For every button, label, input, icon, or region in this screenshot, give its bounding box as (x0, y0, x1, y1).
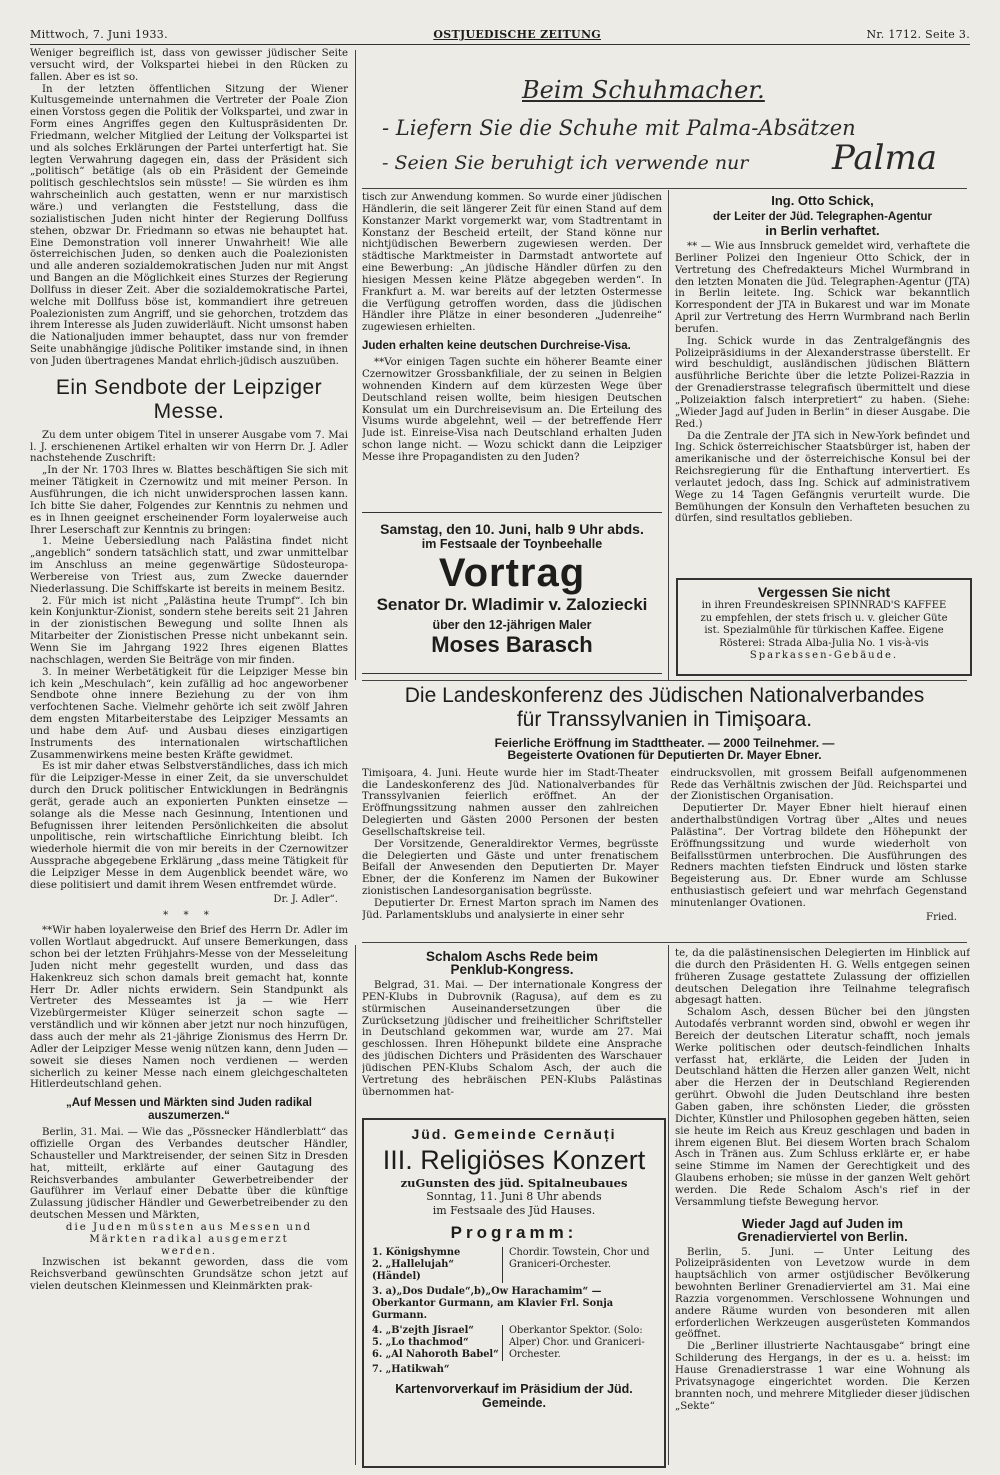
section-rule (362, 188, 967, 189)
kaffee-ad (676, 578, 972, 676)
middle-column (362, 192, 662, 502)
signature: Fried. (926, 911, 957, 923)
program-performer: Oberkantor Spektor. (Solo: Alper) Chor. und Graniceri-Orchester. (502, 1325, 656, 1361)
paragraph: In der letzten öffentlichen Sitzung der Wiener Kultusgemeinde unternahmen die Vertreter der Poale Zion einen Vorstoss gegen die Politik der Volkspartei, und zwar in Form eines Angriffes gegen den Kultuspräsidenten Dr. Friedmann, welcher Mitglied der Leitung der Volkspartei ist und als solches Erklärungen der Partei unterfertigt hat. Sie legten Verwahrung dagegen ein, dass der Präsident sich „politisch“ betätige (als ob ein Präsident der Gemeinde politisch geschlechtslos sein müsste! — Sie würden es ihm wahrscheinlich auch gestatten, wenn er nur marxistisch wäre.) und verlangten die Feststellung, dass die sozialistischen Juden nicht hinter der Regierung Dollfuss stehen, obzwar Dr. Friedmann so etwas nie behauptet hat. Eine Demonstration voll innerer Unwahrheit! Wie alle österreichischen Juden, so denken auch die Poalezionisten und alle anderen sozialdemokratischen Juden nur mit Angst und Bangen an die Möglichkeit eines Sturzes der Regierung Dollfuss in dieser Zeit. Aber die sozialdemokratische Partei, welche mit Dollfuss böse ist, kommandiert ihre getreuen Poalezionisten zum Angriff, und sie gehorchen, trotzdem das ihrem Interesse als Juden zuwiderläuft. Nicht umsonst haben die Nationaljuden immer behauptet, dass nur von fremder Seite unabhängige jüdische Politiker imstande sind, in ihnen von Juden übertragenes Mandat ehrlich-jüdisch auszuüben. (30, 83, 348, 367)
paragraph: Zu dem unter obigem Titel in unserer Ausgabe vom 7. Mai l. J. erschienenen Artikel erhalten wir von Herrn Dr. J. Adler nachstehende Zuschrift: (30, 429, 348, 465)
ad-line: Samstag, den 10. Juni, halb 9 Uhr abds. (380, 521, 644, 537)
palma-handwritten-ad (362, 50, 967, 185)
ad-handwriting: - Liefern Sie die Schuhe mit Palma-Absätzen (382, 116, 856, 140)
paragraph: **Vor einigen Tagen suchte ein höherer Beamte einer Czernowitzer Grossbankfiliale, der zu seinen in Belgien wohnenden Kindern auf dem kürzesten Wege über Deutschland reisen wollte, beim hiesigen Deutschen Konsulat um ein Durchreisevisum an. Die Erteilung des Visums wurde abgelehnt, weil — der betreffende Herr Jude ist. Einreise-Visa nach Deutschland erhalten Juden schon lange nicht. — Wozu schickt dann die Leipziger Messe ihre Propagandisten zu den Juden? (362, 357, 662, 463)
paragraph: 2. Für mich ist nicht „Palästina heute Trumpf“. Ich bin kein Konjunktur-Zionist, sondern stehe bereits seit 21 Jahren in der zionistischen Bewegung und sollte Ihnen als Mitarbeiter der Zionistischen Presse nicht unbekannt sein. Wenn Sie im Jahrgang 1922 Ihres eigenen Blattes nachschlagen, werden Sie Beiträge von mir finden. (30, 595, 348, 666)
paragraph: Belgrad, 31. Mai. — Der internationale Kongress der PEN-Klubs in Dubrovnik (Ragusa), auf dem es zu stürmischen Auseinandersetzungen über die Zurücksetzung jüdischer und freiheitlicher Schriftsteller in Deutschland gekommen war, wurde am 27. Mai geschlossen. Ihren Höhepunkt bildete eine Ansprache des jüdischen Dichters und Präsidenten des Warschauer jüdischen PEN-Klubs Schalom Asch, der auch die Vertretung des hebräischen PEN-Klubs Palästinas übernommen hat- (362, 980, 662, 1098)
paragraph: Berlin, 31. Mai. — Wie das „Pössnecker Händlerblatt“ das offizielle Organ des Verbandes deutscher Händler, Schausteller und Marktreisender, der seinen Sitz in Dresden hat, mitteilt, erklärte auf einer Gautagung des Reichsverbandes ambulanter Gewerbetreibender der Gauführer im Verlauf einer Debatte über die künftige Zulassung jüdischer Händler und Gewerbetreibender zu den deutschen Messen und Märkten, (30, 1127, 348, 1222)
ad-footer: Gemeinde. (482, 1396, 546, 1410)
program-heading: Programm: (450, 1223, 578, 1242)
article-title: „Auf Messen und Märkten sind Juden radikal auszumerzen.“ (65, 1097, 313, 1123)
ad-line: über den 12-jährigen Maler (432, 618, 592, 632)
program-performer: Chordir. Towstein, Chor und Graniceri-Orchester. (502, 1247, 656, 1283)
paragraph: „In der Nr. 1703 Ihres w. Blattes beschäftigen Sie sich mit meiner Tätigkeit in Czernowitz und mit meiner Person. In Ausführungen, die ich nicht unwidersprochen lassen kann. Ich bitte Sie daher, Folgendes zur Kenntnis zu nehmen und es in Ihnen geeignet erscheinender Form loyalerweise auch Ihrer Leserschaft zur Kenntnis zu bringen: (30, 465, 348, 536)
ad-line: im Festsaale der Toynbeehalle (421, 537, 603, 551)
ad-handwriting: - Seien Sie beruhigt ich verwende nur (382, 152, 749, 174)
ad-painter: Moses Barasch (431, 632, 593, 657)
ad-title: Vergessen Sie nicht (757, 584, 891, 600)
paragraph: Der Vorsitzende, Generaldirektor Vermes, begrüsste die Delegierten und Gäste und unter frenatischem Beifall der Anwesenden den Deputierten Dr. Mayer Ebner, der die Konferenz im Namen der Bukowiner zionistischen Landesorganisation begrüsste. (362, 838, 659, 898)
ad-line: zu empfehlen, der stets frisch u. v. gleicher Güte (700, 612, 948, 624)
ad-line: im Festsaale des Jüd Hauses. (432, 1204, 596, 1217)
paragraph: 1. Meine Uebersiedlung nach Palästina findet nicht „angeblich“ sondern tatsächlich statt, und zwar unmittelbar im Anschluss an meine gegenwärtige Südosteuropa-Werbereise von Triest aus, zum Zwecke dauernder Niederlassung. Die Schiffskarte ist bereits in meinem Besitz. (30, 536, 348, 595)
ad-title: Vortrag (438, 551, 586, 595)
article-title: Die Landeskonferenz des Jüdischen Nationalverbandes (404, 684, 925, 707)
article-title: in Berlin verhaftet. (765, 223, 880, 238)
paragraph: Weniger begreiflich ist, dass von gewisser jüdischer Seite versucht wird, der Volkspartei hiebei in den Rücken zu fallen. Aber es ist so. (30, 48, 348, 83)
column-divider (668, 190, 669, 680)
program-item (372, 1247, 656, 1283)
quote-line: die Juden müssten aus Messen und (65, 1221, 313, 1233)
article-title: Schalom Aschs Rede beim (425, 949, 599, 964)
paragraph: ** — Wie aus Innsbruck gemeldet wird, verhaftete die Berliner Polizei den Ingenieur Otto Schick, der in Vertretung des Chefredakteurs Michel Wurmbrand in den letzten Monaten die Jüd. Telegraphen-Agentur (JTA) in Berlin leitete. Ing. Schick war bekanntlich Korrespondent der JTA in Bukarest und war im Monate April zur Vertretung des Herrn Wurmbrand nach Berlin berufen. (675, 241, 970, 335)
column-divider (355, 945, 356, 1465)
paragraph: Deputierter Dr. Ernest Marton sprach im Namen des Jüd. Parlamentsklubs und analysierte in einer sehr (362, 897, 659, 921)
ad-line: Sparkassen-Gebäude. (749, 650, 899, 661)
paragraph: **Wir haben loyalerweise den Brief des Herrn Dr. Adler im vollen Wortlaut abgedruckt. Auf unsere Bemerkungen, dass schon bei der letzten Frühjahrs-Messe von der Messeleitung Juden nicht mehr gegestellt wurden, und dass das Hakenkreuz sich schon damals breit gemacht hat, konnte Herr Dr. Adler nichts erwidern. Sein Standpunkt als Vertreter des Messeamtes ist ja — wie Herr Vizebürgermeister Klüger seinerzeit schon sagte — verständlich und wir können aber jetzt nur noch hinzufügen, dass auch der mehr als 21-jährige Zionismus des Herrn Dr. Adler der Leipziger Messe wenig nützen kann, denn Juden — soweit sie dieses Namen noch verdienen — werden sicherlich zu keiner Messe nach einem gleichgeschalteten Hitlerdeutschland gehen. (30, 925, 348, 1091)
article-title: Grenadierviertel von Berlin. (737, 1228, 908, 1244)
program-item (372, 1286, 656, 1322)
article-title: Ein Sendbote der Leipziger Messe. (55, 375, 323, 423)
program-list (364, 1247, 664, 1376)
program-item-label: 5. „Lo thachmod“ (372, 1337, 469, 1348)
quote-line: Märkten radikal ausgemerzt (89, 1233, 289, 1245)
issue-date: Mittwoch, 7. Juni 1933. (30, 28, 168, 41)
issue-number: Nr. 1712. Seite 3. (866, 28, 970, 41)
ad-line: ist. Spezialmühle für türkischen Kaffee. Eigene (704, 625, 944, 636)
newspaper-title: OSTJUEDISCHE ZEITUNG (433, 28, 601, 41)
ad-handwriting: Beim Schuhmacher. (522, 76, 765, 104)
ad-footer: Kartenvorverkauf im Präsidium der Jüd. (395, 1382, 633, 1396)
konferenz-article (362, 684, 967, 939)
ad-line: zuGunsten des jüd. Spitalneubaues (400, 1176, 628, 1190)
program-item-label: 2. „Hallelujah“ (Händel) (372, 1259, 455, 1282)
paragraph: Da die Zentrale der JTA sich in New-York befindet und Ing. Schick österreichischer Staatsbürger ist, haben der amerikanische und der österreichische Konsul bei der Reichsregierung für die Enthaftung intervertiert. Es verlautet jedoch, dass Ing. Schick auf administrativem Wege zu 14 Tagen Gefängnis verurteilt wurde. Die Bemühungen der Konsuln den Verhafteten besuchen zu dürfen, sind resultatlos geblieben. (675, 430, 970, 525)
ad-line: Rösterei: Strada Alba-Julia No. 1 vis-à-vis (719, 637, 929, 649)
ad-line: Sonntag, 11. Juni 8 Uhr abends (426, 1190, 602, 1203)
page-header (30, 28, 970, 42)
konferenz-right-col (671, 768, 968, 926)
program-item-label: 3. a)„Dos Dudale“,b)„Ow Harachamim“ — Oberkantor Gurmann, am Klavier Frl. Sonja Gurmann. (372, 1286, 614, 1321)
ad-title: III. Religiöses Konzert (382, 1145, 646, 1175)
section-rule (362, 942, 967, 943)
konzert-ad (362, 1118, 666, 1468)
paragraph: Die „Berliner illustrierte Nachtausgabe“ bringt eine Schilderung des Hergangs, in der es u. a. heisst: im Hause Grenadierstrasse 1 war eine Wohnung als Privatsynagoge eingerichtet worden. Die Kerzen brannten noch, und mehrere Mitglieder dieser jüdischen „Sekte“ (675, 1341, 970, 1412)
ad-brand-palma: Palma (832, 138, 938, 178)
program-item-label: 4. „B'zejth Jisrael“ (372, 1325, 474, 1336)
paragraph: eindrucksvollen, mit grossem Beifall aufgenommenen Rede das Verhältnis zwischen der Jüd. Reichspartei und der Zionistischen Organisation. (670, 767, 967, 803)
article-title: Penklub-Kongress. (450, 962, 574, 977)
header-rule (30, 44, 970, 45)
paragraph: Timişoara, 4. Juni. Heute wurde hier im Stadt-Theater die Landeskonferenz des Jüd. Nationalverbandes für Transsylvanien feierlich eröffnet. An der Eröffnungssitzung nahmen ausser den zahlreichen Delegierten und Gästen 2000 Personen der besten Gesellschaftskreise teil. (362, 767, 659, 838)
left-column (30, 48, 348, 1468)
article-title: für Transsylvanien in Timişoara. (516, 708, 813, 731)
paragraph: Deputierter Dr. Mayer Ebner hielt hierauf einen anderthalbstündigen Vortrag über „Altes und neues Palästina“. Der Vortrag bildete den Höhepunkt der Eröffnungssitzung und wurde wiederholt von Beifallsstürmen unterbrochen. Die Ausführungen des Redners machten tiefsten Eindruck und lösten starke Begeisterung aus. Dr. Ebner wurde am Schlusse enthusiastisch gefeiert und war mehrfach Gegenstand minutenlanger Ovationen. (670, 803, 967, 909)
article-title: der Leiter der Jüd. Telegraphen-Agentur (713, 211, 932, 223)
paragraph: 3. In meiner Werbetätigkeit für die Leipziger Messe bin ich kein „Meschulach“, kein zufällig ad hoc angeworbener Sendbote ohne innere Beziehung zu der von ihm verfochtenen Sache. Vielmehr gehörte ich seit zwölf Jahren dem engsten Mitarbeiterstabe des Leipziger Messamts an und habe dem Auf- und Ausbau dieses einzigartigen Instruments des internationalen wirtschaftlichen Zusammenwirkens meine besten Kräfte gewidmet. (30, 666, 348, 761)
section-separator: * * * (163, 909, 215, 921)
article-title: Juden erhalten keine deutschen Durchreise-Visa. (362, 340, 631, 353)
ad-speaker: Senator Dr. Wladimir v. Zaloziecki (376, 595, 648, 614)
konferenz-left-col (362, 768, 659, 926)
program-item (372, 1364, 656, 1376)
program-item-label: 1. Königshymne (372, 1247, 461, 1258)
paragraph: Inzwischen ist bekannt geworden, dass die vom Reichsverband gewünschten Grundsätze schon jetzt auf vielen deutschen Kleinmessen und Kleinmärkten prak- (30, 1257, 348, 1293)
paragraph: tisch zur Anwendung kommen. So wurde einer jüdischen Händlerin, die seit längerer Zeit für einen Stand auf dem Konstanzer Markt vorgemerkt war, vom Stadtrentamt in Konstanz der Bescheid erteilt, der Stand könne nur nichtjüdischen Bewerbern zugewiesen werden. Der städtische Marktmeister in Darmstadt antwortete auf eine Bewerbung: „An jüdische Händler dürfen zu den hiesigen Messen keine Plätze abgegeben werden“. In Frankfurt a. M. war bereits auf der letzten Ostermesse die Verfügung getroffen worden, dass die jüdischen Händler ihre Plätze in einer besonderen „Judenreihe“ zugewiesen erhielten. (362, 192, 662, 334)
paragraph: Schalom Asch, dessen Bücher bei den jüngsten Autodafés verbrannt worden sind, obwohl er wegen ihr Bereich der deutschen Literatur schafft, noch jemals Werke politischen oder deutsch-feindlichen Inhalts verfasst hat, erklärte, die Leiden der Juden in Deutschland hätten die Herzen aller ganzen Welt, nicht aber die Herzen der in Deutschland Regierenden gerührt. Obwohl die Juden Deutschland ihre besten Gaben gaben, ihre schönsten Lieder, die grössten Dichter, Künstler und Philosophen gegeben hätten, seien sie heute im Reich aus Kreuz geschlagen und baden in ihrem eigenen Blut. Bei diesem Worten brach Schalom Asch in Tränen aus. Zum Schluss erklärte er, er habe seine Stimme im Namen der Gerechtigkeit und des Glaubens erhoben; sie müsse in der ganzen Welt gehört werden. Die Rede Schalom Asch's rief in der Versammlung tiefste Bewegung hervor. (675, 1007, 970, 1208)
article-title: Ing. Otto Schick, (771, 193, 874, 208)
paragraph: Ing. Schick wurde in das Zentralgefängnis des Polizeipräsidiums in der Alexanderstrasse überstellt. Er wird beschuldigt, ausländischen jüdischen Blättern ausführliche Berichte über die letzte Polizei-Razzia in der Grenadierstrasse telegrafisch übermittelt und diese „Polizeiaktion falsch interpretiert“ zu haben. (Siehe: „Wieder Jagd auf Juden in Berlin“ in dieser Ausgabe. Die Red.) (675, 335, 970, 430)
column-divider (668, 945, 669, 1465)
right-column (675, 192, 970, 567)
section-rule (362, 680, 967, 681)
program-item (372, 1325, 656, 1361)
asch-article (362, 948, 662, 1106)
quote-line: werden. (161, 1245, 217, 1257)
paragraph: Es ist mir daher etwas Selbstverständliches, dass ich mich für die Leipziger-Messe in einer Zeit, da sie unverschuldet durch den Druck politischer Entwicklungen in Bedrängnis gerät, gerade auch an exponierten Punkten einsetze — solange als die Messe nach Gesinnung, Intentionen und Befugnissen ihrer leitenden Persönlichkeiten die absolut unpolitische, rein wirtschaftliche Einrichtung bleibt. Ich wiederhole hiermit die von mir bereits in der Czernowitzer Aussprache abgegebene Erklärung „dass meine Tätigkeit für die Leipziger Messe in dem Augenblick beendet wäre, wo diese politisiert und damit ihrem Wesen entfremdet würde. (30, 761, 348, 891)
paragraph: te, da die palästinensischen Delegierten im Hinblick auf die durch den Präsidenten H. G. Wells entgegen seinen früheren Zusage gestattete Zulassung der offiziellen deutschen Delegation ihre Teilnahme telegrafisch abgesagt hatten. (675, 948, 970, 1007)
paragraph: Berlin, 5. Juni. — Unter Leitung des Polizeipräsidenten von Levetzow wurde in dem hauptsächlich von armer ostjüdischer Bevölkerung bewohnten Berliner Grenadierviertel am 31. Mai eine Razzia vorgenommen. Verschlossene Wohnungen und andere Räume wurden von besonderen mit allen erforderlichen Werkzeugen ausgerüsteten Kommandos geöffnet. (675, 1246, 970, 1341)
program-item-label: 6. „Al Nahoroth Babel“ (372, 1349, 499, 1360)
article-title: Wieder Jagd auf Juden im (742, 1215, 903, 1231)
article-subtitle: Begeisterte Ovationen für Deputierten Dr. Mayer Ebner. (507, 747, 822, 762)
signature: Dr. J. Adler“. (273, 893, 338, 905)
column-divider (355, 50, 356, 680)
vortrag-ad (362, 512, 662, 674)
article-subtitle: Feierliche Eröffnung im Stadttheater. — 2000 Teilnehmer. — (494, 736, 835, 750)
ad-header: Jüd. Gemeinde Cernăuți (411, 1126, 617, 1142)
ad-line: in ihren Freundeskreisen SPINNRAD'S KAFFEE (701, 600, 947, 611)
right-column-bottom (675, 948, 970, 1466)
program-item-label: 7. „Hatikwah“ (372, 1364, 450, 1375)
